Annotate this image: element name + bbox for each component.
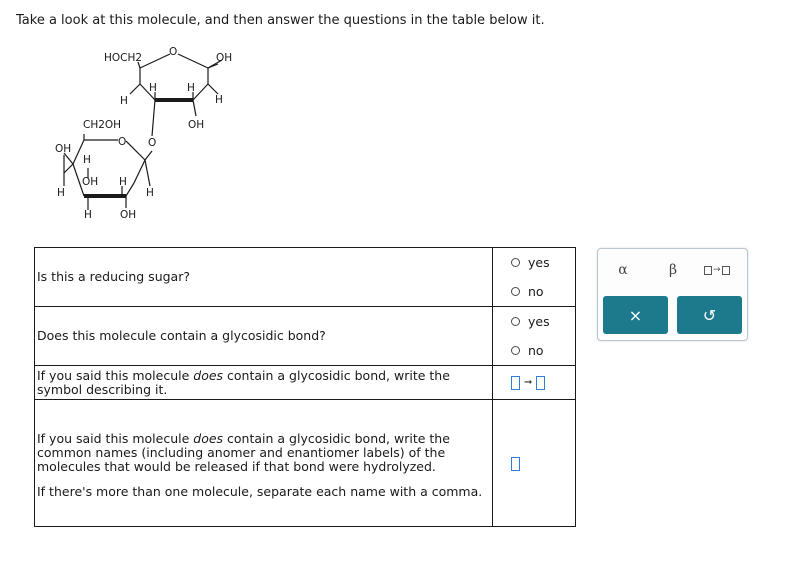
symbol-palette [597,248,748,341]
option-label: no [528,284,544,299]
disaccharide-haworth-structure [0,0,809,240]
radio-button[interactable] [511,317,520,326]
question-text: Is this a reducing sugar? [37,269,190,284]
box-icon [704,266,712,275]
close-icon: × [628,305,643,325]
label-ring-o-lower: O [118,136,127,148]
radio-button[interactable] [511,258,520,267]
label-ch2oh: CH2OH [83,119,122,131]
arrow-icon: ➞ [524,377,533,388]
radio-button[interactable] [511,346,520,355]
radio-button[interactable] [511,287,520,296]
answer-hydrolysis-products [493,400,576,527]
label-h-upper-1: H [149,82,157,94]
label-oh-lower-left: OH [55,143,72,155]
answer-reducing-sugar [493,248,576,307]
question-table [34,247,576,527]
label-glycosidic-o: O [148,137,157,149]
undo-button[interactable] [677,296,742,334]
box-icon [722,266,730,275]
option-label: no [528,343,544,358]
names-input-box[interactable] [511,457,520,471]
label-oh-upper-bottom: OH [188,119,205,131]
bond-end-input-box[interactable] [536,376,545,390]
answer-bond-symbol [493,366,576,400]
beta-button[interactable]: β [668,262,678,278]
label-h-lower-5: H [84,209,92,221]
label-oh-lower-mid: OH [82,176,99,188]
bond-symbol-input[interactable] [493,376,575,390]
answer-glycosidic-bond [493,307,576,366]
question-bond-symbol: If you said this molecule does contain a glycosidic bond, write the symbol describing it. [35,366,493,400]
option-label: yes [528,255,550,270]
undo-icon: ↺ [702,305,717,325]
radio-option-yes[interactable] [493,248,575,277]
question-note: If there's more than one molecule, separate each name with a comma. [37,483,483,499]
label-oh-upper-right: OH [216,52,233,64]
question-hydrolysis-products: If you said this molecule does contain a glycosidic bond, write the common names (including anomer and enantiomer labels) of the molecules that would be released if that bond were hydrolyzed. If there's more than one molecule, separate each name with a comma. [35,400,493,527]
label-h-upper-3: H [120,95,128,107]
label-hoch2: HOCH2 [104,52,143,64]
label-h-lower-2: H [57,187,65,199]
question-glycosidic-bond [35,307,493,366]
radio-option-no[interactable] [493,336,575,365]
clear-button[interactable] [603,296,668,334]
label-ring-o-upper: O [169,46,178,58]
question-text: Does this molecule contain a glycosidic bond? [37,328,326,343]
bond-start-input-box[interactable] [511,376,520,390]
label-oh-lower-bottom: OH [120,209,137,221]
label-h-lower-3: H [119,176,127,188]
radio-option-no[interactable] [493,277,575,306]
instruction-text: Take a look at this molecule, and then answer the questions in the table below it. [16,13,545,28]
radio-option-yes[interactable] [493,307,575,336]
arrow-icon: → [713,265,721,275]
label-h-lower-4: H [146,187,154,199]
alpha-button[interactable]: α [618,262,628,278]
label-h-upper-4: H [215,94,223,106]
bond-template-button[interactable] [704,265,730,275]
label-h-upper-2: H [187,82,195,94]
question-reducing-sugar [35,248,493,307]
label-h-lower-1: H [83,154,91,166]
option-label: yes [528,314,550,329]
